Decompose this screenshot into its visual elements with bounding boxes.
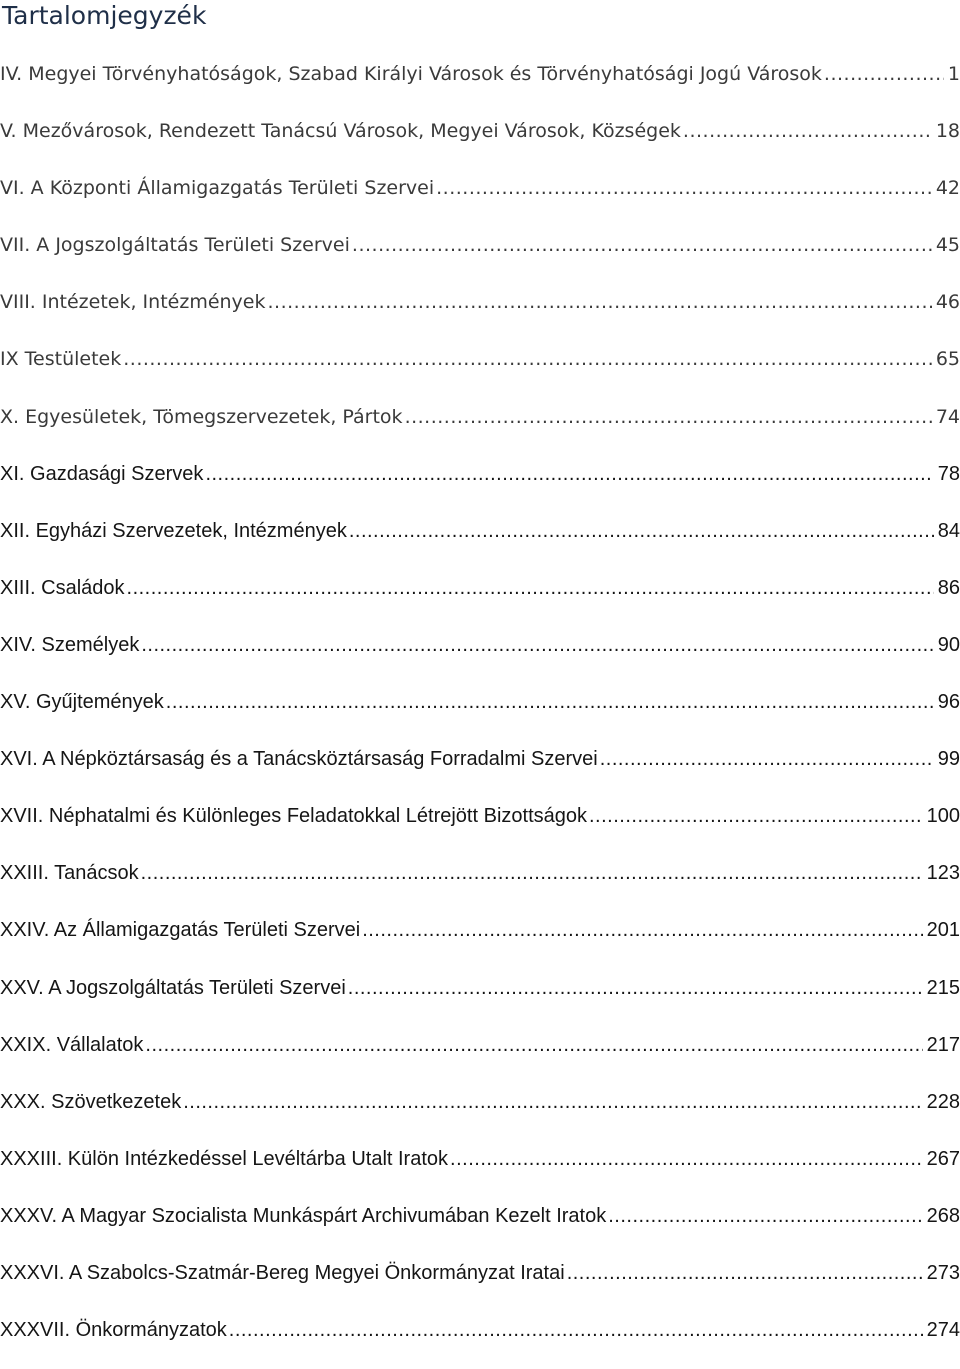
toc-dot-leader	[608, 1198, 922, 1234]
toc-page-number[interactable]: 217	[926, 1033, 960, 1056]
toc-dot-leader	[362, 912, 922, 948]
toc-page-number[interactable]: 18	[935, 120, 960, 143]
toc-page-number[interactable]: 123	[926, 862, 960, 885]
toc-page-number[interactable]: 100	[926, 805, 960, 828]
toc-entry-label[interactable]: XXIX. Vállalatok	[0, 1033, 144, 1056]
toc-dot-leader	[352, 227, 932, 263]
toc-entry-viii[interactable]	[0, 284, 960, 341]
toc-entry-label[interactable]: XI. Gazdasági Szervek	[0, 462, 204, 485]
toc-entry-xii[interactable]	[0, 513, 960, 570]
toc-entry-iv[interactable]	[0, 56, 960, 113]
toc-entry-label[interactable]: XV. Gyűjtemények	[0, 691, 164, 714]
toc-entry-xiv[interactable]	[0, 627, 960, 684]
toc-page-number[interactable]: 99	[937, 748, 960, 771]
toc-page-number[interactable]: 201	[926, 919, 960, 942]
toc-entry-ix[interactable]	[0, 341, 960, 398]
toc-entry-label[interactable]: XXXIII. Külön Intézkedéssel Levéltárba Utalt Iratok	[0, 1147, 449, 1170]
toc-entry-xvi[interactable]	[0, 741, 960, 798]
toc-page-number[interactable]: 228	[926, 1090, 960, 1113]
toc-entry-label[interactable]: XIV. Személyek	[0, 633, 140, 656]
toc-entry-xxxv[interactable]	[0, 1198, 960, 1255]
toc-dot-leader	[450, 1141, 923, 1177]
toc-dot-leader	[567, 1255, 923, 1291]
toc-dot-leader	[141, 855, 923, 891]
toc-dot-leader	[229, 1312, 923, 1348]
toc-dot-leader	[348, 970, 923, 1006]
toc-dot-leader	[589, 798, 923, 834]
toc-dot-leader	[183, 1084, 922, 1120]
toc-page-number[interactable]: 42	[935, 177, 960, 200]
toc-entry-xxxvii[interactable]	[0, 1312, 960, 1369]
toc-dot-leader	[600, 741, 934, 777]
toc-page-number[interactable]: 86	[937, 576, 960, 599]
toc-page-number[interactable]: 274	[926, 1319, 960, 1342]
toc-dot-leader	[141, 627, 933, 663]
toc-entry-label[interactable]: XII. Egyházi Szervezetek, Intézmények	[0, 519, 347, 542]
page-title: Tartalomjegyzék	[2, 1, 207, 30]
toc-page-number[interactable]: 46	[935, 291, 960, 314]
toc-page-number[interactable]: 215	[926, 976, 960, 999]
toc-entry-label[interactable]: XXIII. Tanácsok	[0, 862, 139, 885]
toc-entry-vi[interactable]	[0, 170, 960, 227]
toc-entry-xxix[interactable]	[0, 1027, 960, 1084]
toc-entry-xxv[interactable]	[0, 970, 960, 1027]
toc-page-number[interactable]: 65	[935, 348, 960, 371]
toc-entry-label[interactable]: VII. A Jogszolgáltatás Területi Szervei	[0, 234, 350, 257]
toc-entry-label[interactable]: XVII. Néphatalmi és Különleges Feladatokkal Létrejött Bizottságok	[0, 805, 587, 828]
toc-dot-leader	[824, 56, 944, 92]
toc-entry-label[interactable]: XXXVII. Önkormányzatok	[0, 1319, 227, 1342]
toc-entry-label[interactable]: V. Mezővárosok, Rendezett Tanácsú Városok, Megyei Városok, Községek	[0, 120, 681, 143]
toc-entry-label[interactable]: XXXV. A Magyar Szocialista Munkáspárt Archivumában Kezelt Iratok	[0, 1204, 607, 1227]
toc-page-number[interactable]: 78	[937, 462, 960, 485]
toc-entry-xxiii[interactable]	[0, 855, 960, 912]
toc-page-number[interactable]: 84	[937, 519, 960, 542]
toc-page-number[interactable]: 268	[926, 1204, 960, 1227]
toc-dot-leader	[166, 684, 934, 720]
toc-entry-xiii[interactable]	[0, 570, 960, 627]
toc-page-number[interactable]: 1	[947, 63, 960, 85]
toc-dot-leader	[268, 284, 932, 320]
toc-page-number[interactable]: 74	[935, 405, 960, 428]
toc-entry-label[interactable]: IX Testületek	[0, 348, 122, 371]
toc-dot-leader	[683, 113, 932, 149]
toc-entry-label[interactable]: XXIV. Az Államigazgatás Területi Szervei	[0, 919, 361, 942]
toc-dot-leader	[127, 570, 934, 606]
toc-entry-x[interactable]	[0, 399, 960, 456]
toc-entry-label[interactable]: XXXVI. A Szabolcs-Szatmár-Bereg Megyei Önkormányzat Iratai	[0, 1261, 565, 1284]
toc-dot-leader	[405, 399, 932, 435]
toc-dot-leader	[145, 1027, 922, 1063]
toc-entry-label[interactable]: XVI. A Népköztársaság és a Tanácsköztársaság Forradalmi Szervei	[0, 748, 598, 771]
toc-page-number[interactable]: 267	[926, 1147, 960, 1170]
toc-dot-leader	[123, 341, 932, 377]
toc-page-number[interactable]: 45	[935, 234, 960, 257]
toc-page-number[interactable]: 273	[926, 1261, 960, 1284]
toc-entry-label[interactable]: XIII. Családok	[0, 576, 125, 599]
toc-entry-label[interactable]: VIII. Intézetek, Intézmények	[0, 291, 266, 314]
toc-entry-label[interactable]: X. Egyesületek, Tömegszervezetek, Pártok	[0, 405, 403, 428]
toc-entry-label[interactable]: XXV. A Jogszolgáltatás Területi Szervei	[0, 976, 346, 999]
toc-entry-xxxiii[interactable]	[0, 1141, 960, 1198]
toc-entry-xxx[interactable]	[0, 1084, 960, 1141]
toc-dot-leader	[436, 170, 932, 206]
toc-entry-v[interactable]	[0, 113, 960, 170]
toc-page-number[interactable]: 96	[937, 691, 960, 714]
toc-page-number[interactable]: 90	[937, 633, 960, 656]
toc-dot-leader	[205, 456, 933, 492]
toc-entry-xvii[interactable]	[0, 798, 960, 855]
toc-entry-xv[interactable]	[0, 684, 960, 741]
toc-entry-vii[interactable]	[0, 227, 960, 284]
toc-entry-label[interactable]: IV. Megyei Törvényhatóságok, Szabad Királyi Városok és Törvényhatósági Jogú Városok	[0, 63, 822, 85]
toc-entry-label[interactable]: VI. A Központi Államigazgatás Területi Szervei	[0, 177, 435, 200]
toc-entry-label[interactable]: XXX. Szövetkezetek	[0, 1090, 182, 1113]
table-of-contents	[0, 56, 960, 1369]
toc-entry-xxiv[interactable]	[0, 912, 960, 969]
toc-entry-xxxvi[interactable]	[0, 1255, 960, 1312]
toc-entry-xi[interactable]	[0, 456, 960, 513]
toc-dot-leader	[349, 513, 934, 549]
